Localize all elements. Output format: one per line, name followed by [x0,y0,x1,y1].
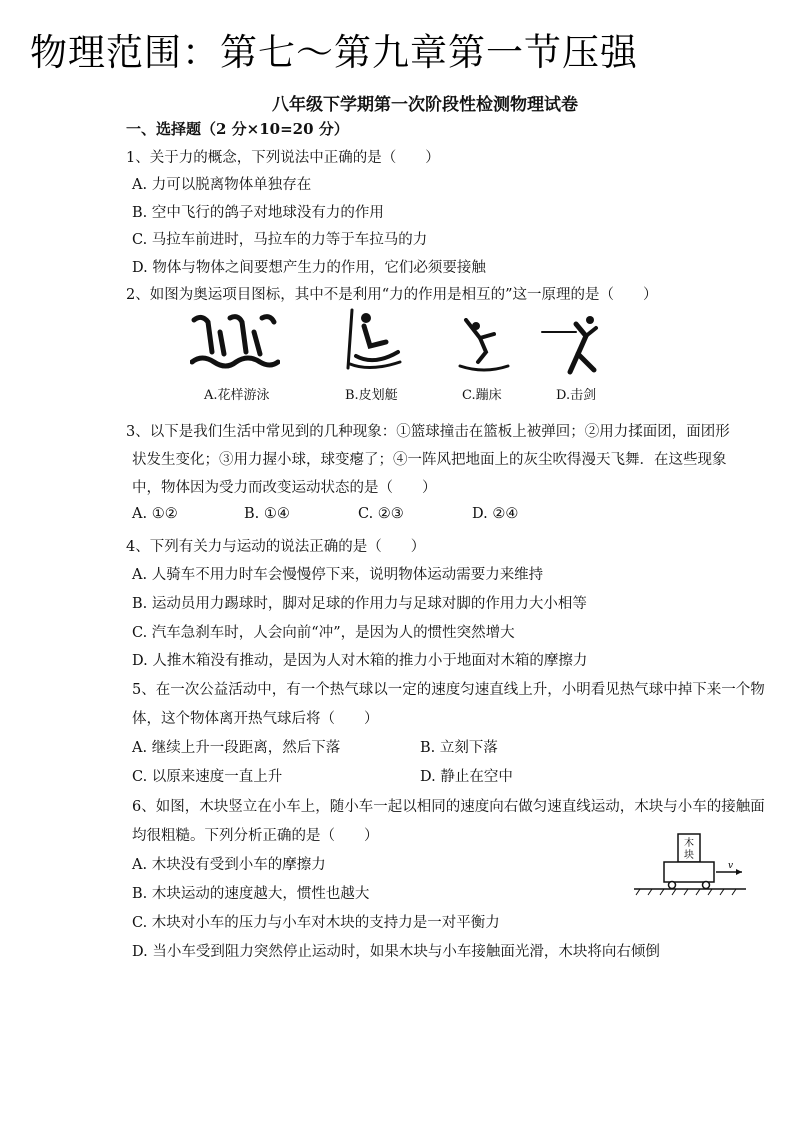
question-2-stem: 2、如图为奥运项目图标，其中不是利用“力的作用是相互的”这一原理的是（ ） [126,287,658,303]
question-1-stem: 1、关于力的概念，下列说法中正确的是（ ） [126,150,440,166]
block-on-cart-figure [630,828,750,898]
velocity-label: v [728,861,734,871]
icon-caption-b: B.皮划艇 [345,388,398,403]
question-1-option-a: A. 力可以脱离物体单独存在 [132,177,312,193]
question-1-option-b: B. 空中飞行的鸽子对地球没有力的作用 [132,205,384,221]
question-4-option-a: A. 人骑车不用力时车会慢慢停下来，说明物体运动需要力来维持 [132,567,544,583]
question-6-option-a: A. 木块没有受到小车的摩擦力 [132,857,326,873]
question-1-option-d: D. 物体与物体之间要想产生力的作用，它们必须要接触 [132,260,486,276]
cart-wheel-left [669,882,676,889]
document-topic-heading: 物理范围：第七～第九章第一节压强 [30,31,638,74]
icon-caption-d: D.击剑 [556,388,597,403]
question-3-line-3: 中，物体因为受力而改变运动状态的是（ ） [132,480,437,496]
question-1-option-c: C. 马拉车前进时，马拉车的力等于车拉马的力 [132,232,428,248]
question-4-option-d: D. 人推木箱没有推动，是因为人对木箱的推力小于地面对木箱的摩擦力 [132,653,588,669]
question-6-line-1: 6、如图，木块竖立在小车上，随小车一起以相同的速度向右做匀速直线运动，木块与小车的接触面 [132,799,765,815]
question-5-line-2: 体，这个物体离开热气球后将（ ） [132,711,379,727]
block-label-bottom: 块 [684,850,694,861]
question-6-option-d: D. 当小车受到阻力突然停止运动时，如果木块与小车接触面光滑，木块将向右倾倒 [132,944,660,960]
block-label-top: 木 [684,838,694,849]
section-heading-choice: 一、选择题（2 分×10=20 分） [126,120,349,138]
question-4-option-b: B. 运动员用力踢球时，脚对足球的作用力与足球对脚的作用力大小相等 [132,596,587,612]
question-5-option-d: D. 静止在空中 [420,769,513,785]
icon-caption-a: A.花样游泳 [204,388,270,403]
question-3-line-1: 3、以下是我们生活中常见到的几种现象：①篮球撞击在篮板上被弹回；②用力揉面团，面团形 [126,424,730,440]
question-3-line-2: 状发生变化；③用力握小球，球变瘪了；④一阵风把地面上的灰尘吹得漫天飞舞．在这些现象 [132,452,727,468]
trampoline-icon [456,318,512,376]
exam-title: 八年级下学期第一次阶段性检测物理试卷 [272,95,578,115]
question-6-option-b: B. 木块运动的速度越大，惯性也越大 [132,886,370,902]
question-3-option-a: A. ①② [132,506,178,522]
question-5-option-a: A. 继续上升一段距离，然后下落 [132,740,341,756]
icon-caption-c: C.蹦床 [462,388,502,403]
question-6-line-2: 均很粗糙。下列分析正确的是（ ） [132,828,379,844]
question-6-option-c: C. 木块对小车的压力与小车对木块的支持力是一对平衡力 [132,915,500,931]
question-4-stem: 4、下列有关力与运动的说法正确的是（ ） [126,539,426,555]
cart-body [664,862,714,882]
question-5-line-1: 5、在一次公益活动中，有一个热气球以一定的速度匀速直线上升，小明看见热气球中掉下来一个物 [132,682,765,698]
question-3-option-c: C. ②③ [358,506,404,522]
cart-wheel-right [703,882,710,889]
question-5-option-c: C. 以原来速度一直上升 [132,769,283,785]
swimming-icon [190,312,280,374]
fencing-icon [540,316,600,376]
kayak-icon [340,306,404,376]
question-5-option-b: B. 立刻下落 [420,740,498,756]
question-3-option-b: B. ①④ [244,506,290,522]
velocity-arrow-head [736,869,742,875]
question-3-option-d: D. ②④ [472,506,519,522]
ground-hatching [636,889,736,895]
question-4-option-c: C. 汽车急刹车时，人会向前“冲”，是因为人的惯性突然增大 [132,625,515,641]
